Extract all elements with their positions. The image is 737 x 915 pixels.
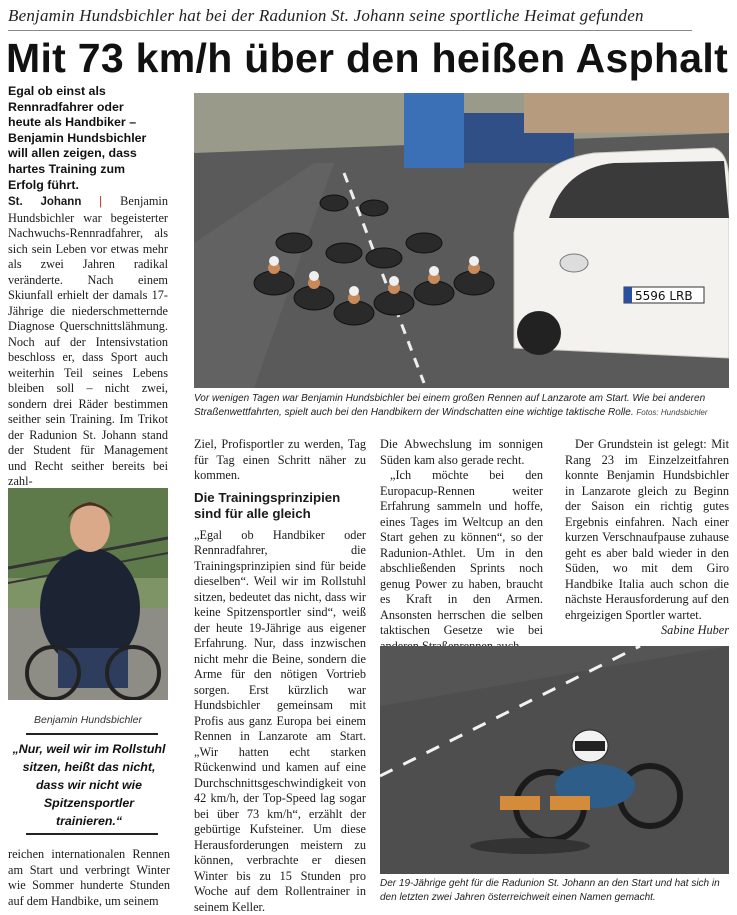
portrait-caption: Benjamin Hundsbichler <box>34 714 142 726</box>
pull-quote: „Nur, weil wir im Rollstuhl sitzen, heißt das nicht, dass wir nicht wie Spitzensportler trainieren.“ <box>12 742 166 828</box>
col3-paragraph-2: „Ich möchte bei den Europacup-Rennen weiter Erfahrung sammeln und hoffe, eines Tages im Weltcup an den Start gehen zu können“, so der Radunion-Athlet. Um in den abschließenden Sprints noch genug Power zu haben, braucht es Kraft in den Armen. Ansonsten herrschen die selben taktischen Gesetze wie bei <box>380 468 543 637</box>
race-photo <box>194 93 729 388</box>
handbike-photo <box>380 646 729 874</box>
race-photo-caption-text: Vor wenigen Tagen war Benjamin Hundsbichler bei einem großen Rennen auf Lanzarote am Start. Wie bei anderen Straßenwettfahrten, spielt auch bei den Handbikern der Windschatten eine wichtige taktische Rolle. <box>194 393 706 418</box>
photo-credit: Fotos: Hundsbichler <box>636 407 708 417</box>
handbike-photo-graphic <box>380 646 729 874</box>
article-column-2 <box>194 437 366 915</box>
intro-paragraph <box>8 194 168 490</box>
article-column-4 <box>565 437 729 639</box>
intro-text: Benjamin Hundsbichler war begeisterter Nachwuchs-Rennradfahrer, als sich sein Leben vor etwas mehr als zwei Jahren radikal veränderte. Nach einem Skiunfall erhielt der damals 17-Jährige die niederschmetternde Diagnose Querschnittslähmung. Noch auf der Intensivstation beschloss er, dass Sport auch weiterhin Teil seines Lebens bleiben soll – nicht zwei, sondern drei Räder bestimmen seither sein Training. Im Trikot der Radunion St. Johann stand der Student für Management und Recht seither bereits bei zahl- <box>8 194 168 488</box>
handbike-photo-caption: Der 19-Jährige geht für die Radunion St. Johann an den Start und hat sich in den letzten zwei Jahren österreichweit einen Namen gemacht. <box>380 878 720 903</box>
lead-paragraph: Egal ob einst als Rennradfahrer oder heute als Handbiker – Benjamin Hundsbichler will allen zeigen, dass hartes Training zum Erfolg führt. <box>8 84 147 192</box>
place-label: St. Johann <box>8 196 82 208</box>
col2-paragraph-2: „Egal ob Handbiker oder Rennradfahrer, die Trainingsprinzipien sind für beide dieselben“. Weil wir im Rollstuhl sitzen, bedeutet das nicht, dass wir keine Spitzensportler sind“, weiß der heute 19-Jährige aus eigener Erfahrung. Nur, dass inzwischen nicht mehr die Beine, sondern die Arme für den nötigen Vortrieb sorgen. Erst kürzlich war Hundsbichler gemeinsam mit Profis aus ganz Europa bei einem Rennen in Lanzarote am Start. „Wir hatten echt starken Rückenwind und kamen auf eine Durchschnittsgeschwindigkeit von 42 km/h, der Top-Speed lag sogar bei über 73 km/h“, erzählt der gebürtige Kufsteiner. Um diese Herausforderungen meistern zu können, verbrachte er diesen Winter bis zu 15 Stunden pro Woche auf dem Rollentrainer in seinem Keller. <box>194 527 366 914</box>
quote-rule-top <box>26 733 158 735</box>
col4-paragraph-1: Der Grundstein ist gelegt: Mit Rang 23 im Einzelzeitfahren konnte Benjamin Hundsbichler in Lanzarote gleich zu Beginn der Saison ein richtig gutes Ergebnis einfahren. Nach einer kurzen Verschnaufpause zuhause geht es aber bald wieder in den Süden, wo mit dem Giro Handbike Italia auch schon die nächste Herausforderung auf den ehrgeizigen Sportler wartet. <box>565 437 729 622</box>
headline: Mit 73 km/h über den heißen Asphalt <box>6 35 729 81</box>
race-photo-graphic <box>194 93 729 388</box>
col3-paragraph-1: Die Abwechslung im sonnigen Süden kam also gerade recht. <box>380 437 543 467</box>
portrait-photo <box>8 488 168 700</box>
author-byline: Sabine Huber <box>661 623 729 637</box>
col2-paragraph-1: Ziel, Profisportler zu werden, Tag für Tag einen Schritt näher zu kommen. <box>194 437 366 482</box>
col1-bottom-paragraph: reichen internationalen Rennen am Start und verbringt Winter wie Sommer hunderte Stunden auf dem Handbike, um seinem <box>8 847 170 908</box>
quote-rule-bottom <box>26 833 158 835</box>
portrait-photo-graphic <box>8 488 168 700</box>
race-photo-caption <box>194 392 729 419</box>
article-column-3 <box>380 437 543 654</box>
kicker-line: Benjamin Hundsbichler hat bei der Radunion St. Johann seine sportliche Heimat gefunden <box>8 6 644 25</box>
place-divider: | <box>98 194 121 208</box>
license-plate: 5596 LRB <box>635 289 693 303</box>
top-rule <box>8 30 692 31</box>
subheading: Die Trainingsprinzipien sind für alle gleich <box>194 489 341 521</box>
